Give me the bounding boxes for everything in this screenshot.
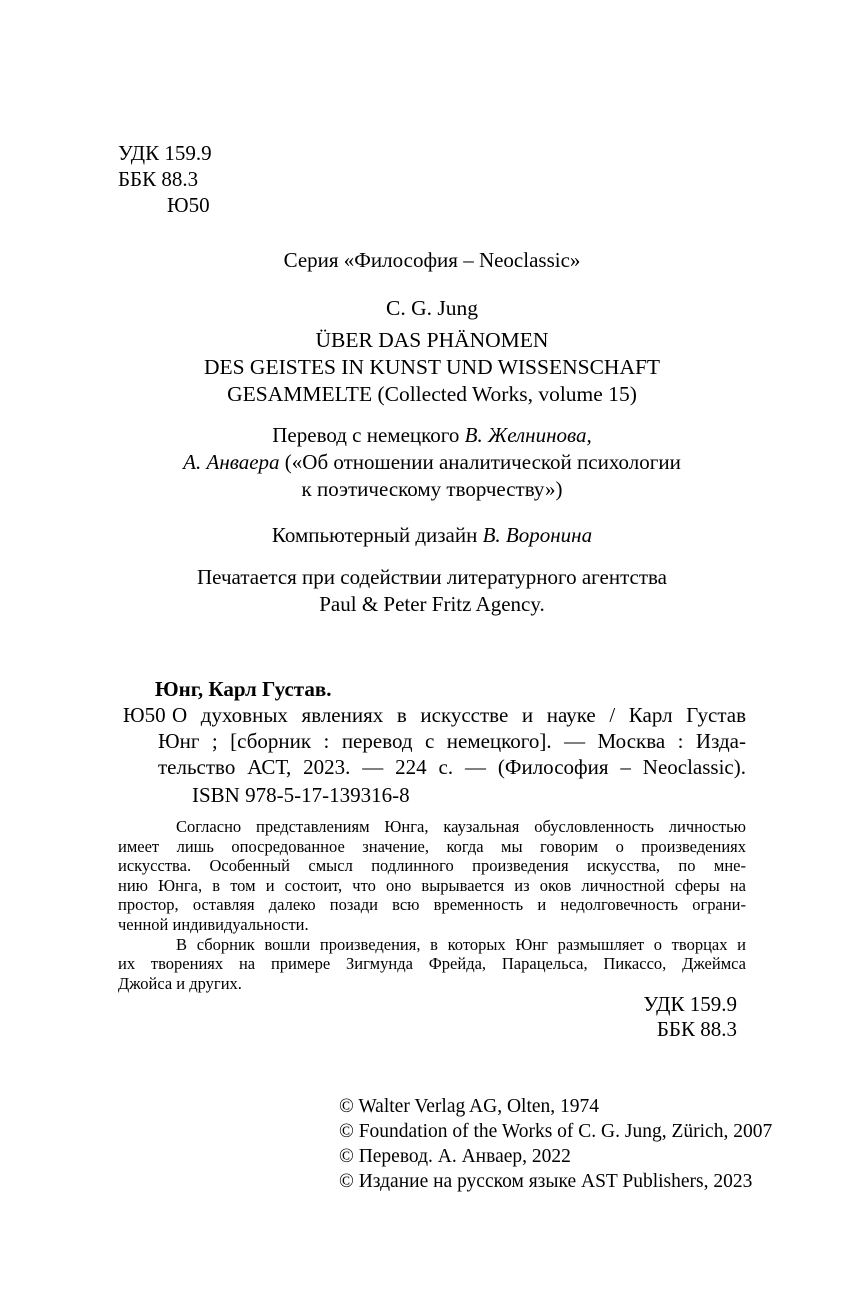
copyright-list [339,1094,772,1194]
copyright-line: © Walter Verlag AG, Olten, 1974 [339,1096,600,1117]
translation-credit-line-3: к поэтическому творчеству») [301,477,563,501]
author-name: C. G. Jung [386,296,478,320]
copyright-line: © Foundation of the Works of C. G. Jung, Zürich, 2007 [339,1121,773,1142]
catalog-entry-text [158,702,746,780]
isbn-number: ISBN 978-5-17-139316-8 [192,783,410,807]
catalog-entry-line: О духовных явлениях в искусстве и науке / Карл Густав [172,703,746,727]
original-title-line-1: ÜBER DAS PHÄNOMEN [315,328,549,352]
head-classification-codes [118,140,212,218]
annotation-line: нию Юнга, в том и состоит, что оно вырывается из оков личностной сферы на [118,875,746,895]
original-title-line-3: GESAMMELTE (Collected Works, volume 15) [227,382,637,406]
bbk-code-bottom: ББК 88.3 [656,1017,737,1041]
annotation-line: В сборник вошли произведения, в которых Юнг размышляет о творцах и [176,934,746,954]
udk-code: УДК 159.9 [118,141,212,165]
translator-1-name: В. Желнинова, [464,423,592,447]
series-line: Серия «Философия – Neoclassic» [283,248,581,272]
translation-credit-line-1 [118,422,746,449]
bbk-code: ББК 88.3 [118,167,199,191]
annotation-line: их творениях на примере Зигмунда Фрейда, Парацельса, Пикассо, Джеймса [118,954,746,974]
design-credit-prefix: Компьютерный дизайн [271,523,483,547]
design-credit [118,523,746,548]
udk-code-bottom: УДК 159.9 [643,992,737,1016]
designer-name: В. Воронина [482,523,593,547]
annotation-line: простор, оставляя далеко позади всю временность и недолговечность ограни- [118,895,746,915]
catalog-entry-line: Юнг ; [сборник : перевод с немецкого]. — Москва : Изда- [158,729,746,753]
original-title-line-2: DES GEISTES IN KUNST UND WISSENSCHAFT [203,355,661,379]
annotation-line: Джойса и других. [118,973,242,993]
agency-note [118,564,746,618]
agency-note-line-1: Печатается при содействии литературного агентства [197,565,667,589]
catalog-card [118,676,746,808]
translation-prefix: Перевод с немецкого [272,423,465,447]
catalog-entry-line: тельство АСТ, 2023. — 224 с. — (Философия – Neoclassic). [158,755,746,779]
annotation-line: Согласно представлениям Юнга, каузальная обусловленность личностью [176,817,746,836]
copyright-line: © Издание на русском языке AST Publishers, 2023 [339,1171,753,1192]
translation-credit [118,422,746,503]
catalog-author-sign: Ю50 [123,703,166,727]
annotation-text [118,817,746,993]
copyright-line: © Перевод. А. Анваер, 2022 [339,1146,571,1167]
original-title [118,327,746,408]
annotation-line: ченной индивидуальности. [118,914,309,934]
agency-note-line-2: Paul & Peter Fritz Agency. [319,592,545,616]
foot-classification-codes [643,992,737,1042]
catalog-entry [118,702,746,780]
translator-2-name: А. Анваера [183,450,280,474]
author-sign-code: Ю50 [167,193,210,217]
translation-credit-line-2 [118,449,746,476]
annotation-line: имеет лишь опосредованное значение, когда мы говорим о произведениях [118,836,746,856]
translation-note: («Об отношении аналитической психологии [279,450,681,474]
annotation-line: искусства. Особенный смысл подлинного произведения искусства, по мне- [118,856,746,876]
catalog-author-heading: Юнг, Карл Густав. [155,677,332,701]
